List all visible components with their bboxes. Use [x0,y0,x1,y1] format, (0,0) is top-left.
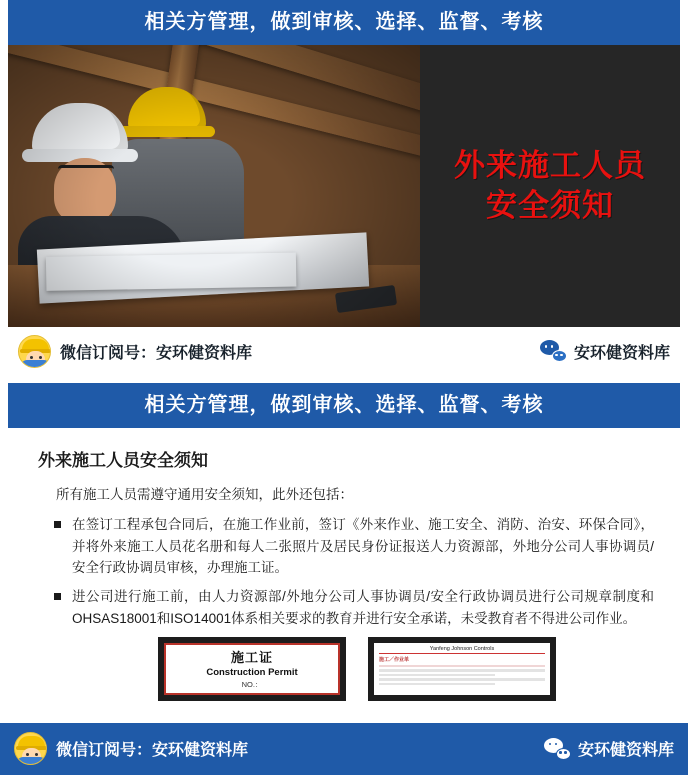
slide1-footer-right [540,340,670,363]
work-order-document-image [368,637,556,701]
permit-number-label: NO.： [241,680,263,690]
slide2-body [8,428,680,715]
construction-permit-card [164,643,340,695]
document-text-line [379,669,545,672]
list-item: 在签订工程承包合同后，在施工作业前，签订《外来作业、施工安全、消防、治安、环保合同》，并将外来施工人员花名册和每人二张照片及居民身份证报送人力资源部，外地分公司人事协调员/安全行政协调员审核，办理施工证。 [54,514,654,578]
account-name-label: 安环健资料库 [577,742,674,760]
wechat-icon [544,738,571,760]
list-item: 进公司进行施工前，由人力资源部/外地分公司人事协调员/安全行政协调员进行公司规章制度和OHSAS18001和ISO14001体系相关要求的教育并进行安全承诺，未受教育者不得进公司作业。 [54,586,654,629]
permit-title-cn: 施工证 [230,650,273,666]
document-text-line [379,674,495,677]
engineers-photo [8,45,420,327]
slide-1 [8,0,680,375]
work-order-document-card [374,643,550,695]
account-name-label: 安环健资料库 [573,344,670,362]
photo-vignette [8,45,420,327]
safety-requirements-list [34,514,654,629]
construction-permit-image [158,637,346,701]
document-text-line [379,665,545,668]
slide1-footer-left [18,335,252,368]
document-text-line [379,683,495,686]
permit-images-row [60,637,654,701]
slide-2 [8,383,680,775]
slide2-footer-right [544,737,674,760]
slide1-main-title-line1: 外来施工人员 [454,147,646,183]
slide2-footer [0,723,688,775]
slide1-banner-title: 相关方管理，做到审核、选择、监督、考核 [8,0,680,45]
subscription-account-label: 微信订阅号：安环健资料库 [56,742,249,760]
permit-title-en: Construction Permit [206,667,298,679]
slide-divider [8,375,680,383]
slide2-footer-left [14,732,248,765]
slide1-body [8,45,680,327]
construction-worker-avatar-icon [14,732,47,765]
document-text-line [379,678,545,681]
slide2-intro-text: 所有施工人员需遵守通用安全须知，此外还包括： [56,487,353,502]
document-header-label: Yanfeng Johnson Controls [379,646,545,654]
slide1-footer [8,327,680,375]
slide2-heading: 外来施工人员安全须知 [38,451,208,470]
document-subtitle-label: 施工／作业单 [379,656,410,663]
slide1-main-title-line2: 安全须知 [486,188,614,223]
construction-worker-avatar-icon [18,335,51,368]
wechat-icon [540,340,567,362]
slide1-main-title [454,146,646,227]
subscription-account-label: 微信订阅号：安环健资料库 [60,344,253,362]
slide2-banner-title: 相关方管理，做到审核、选择、监督、考核 [8,383,680,428]
slide1-title-panel [420,45,680,327]
